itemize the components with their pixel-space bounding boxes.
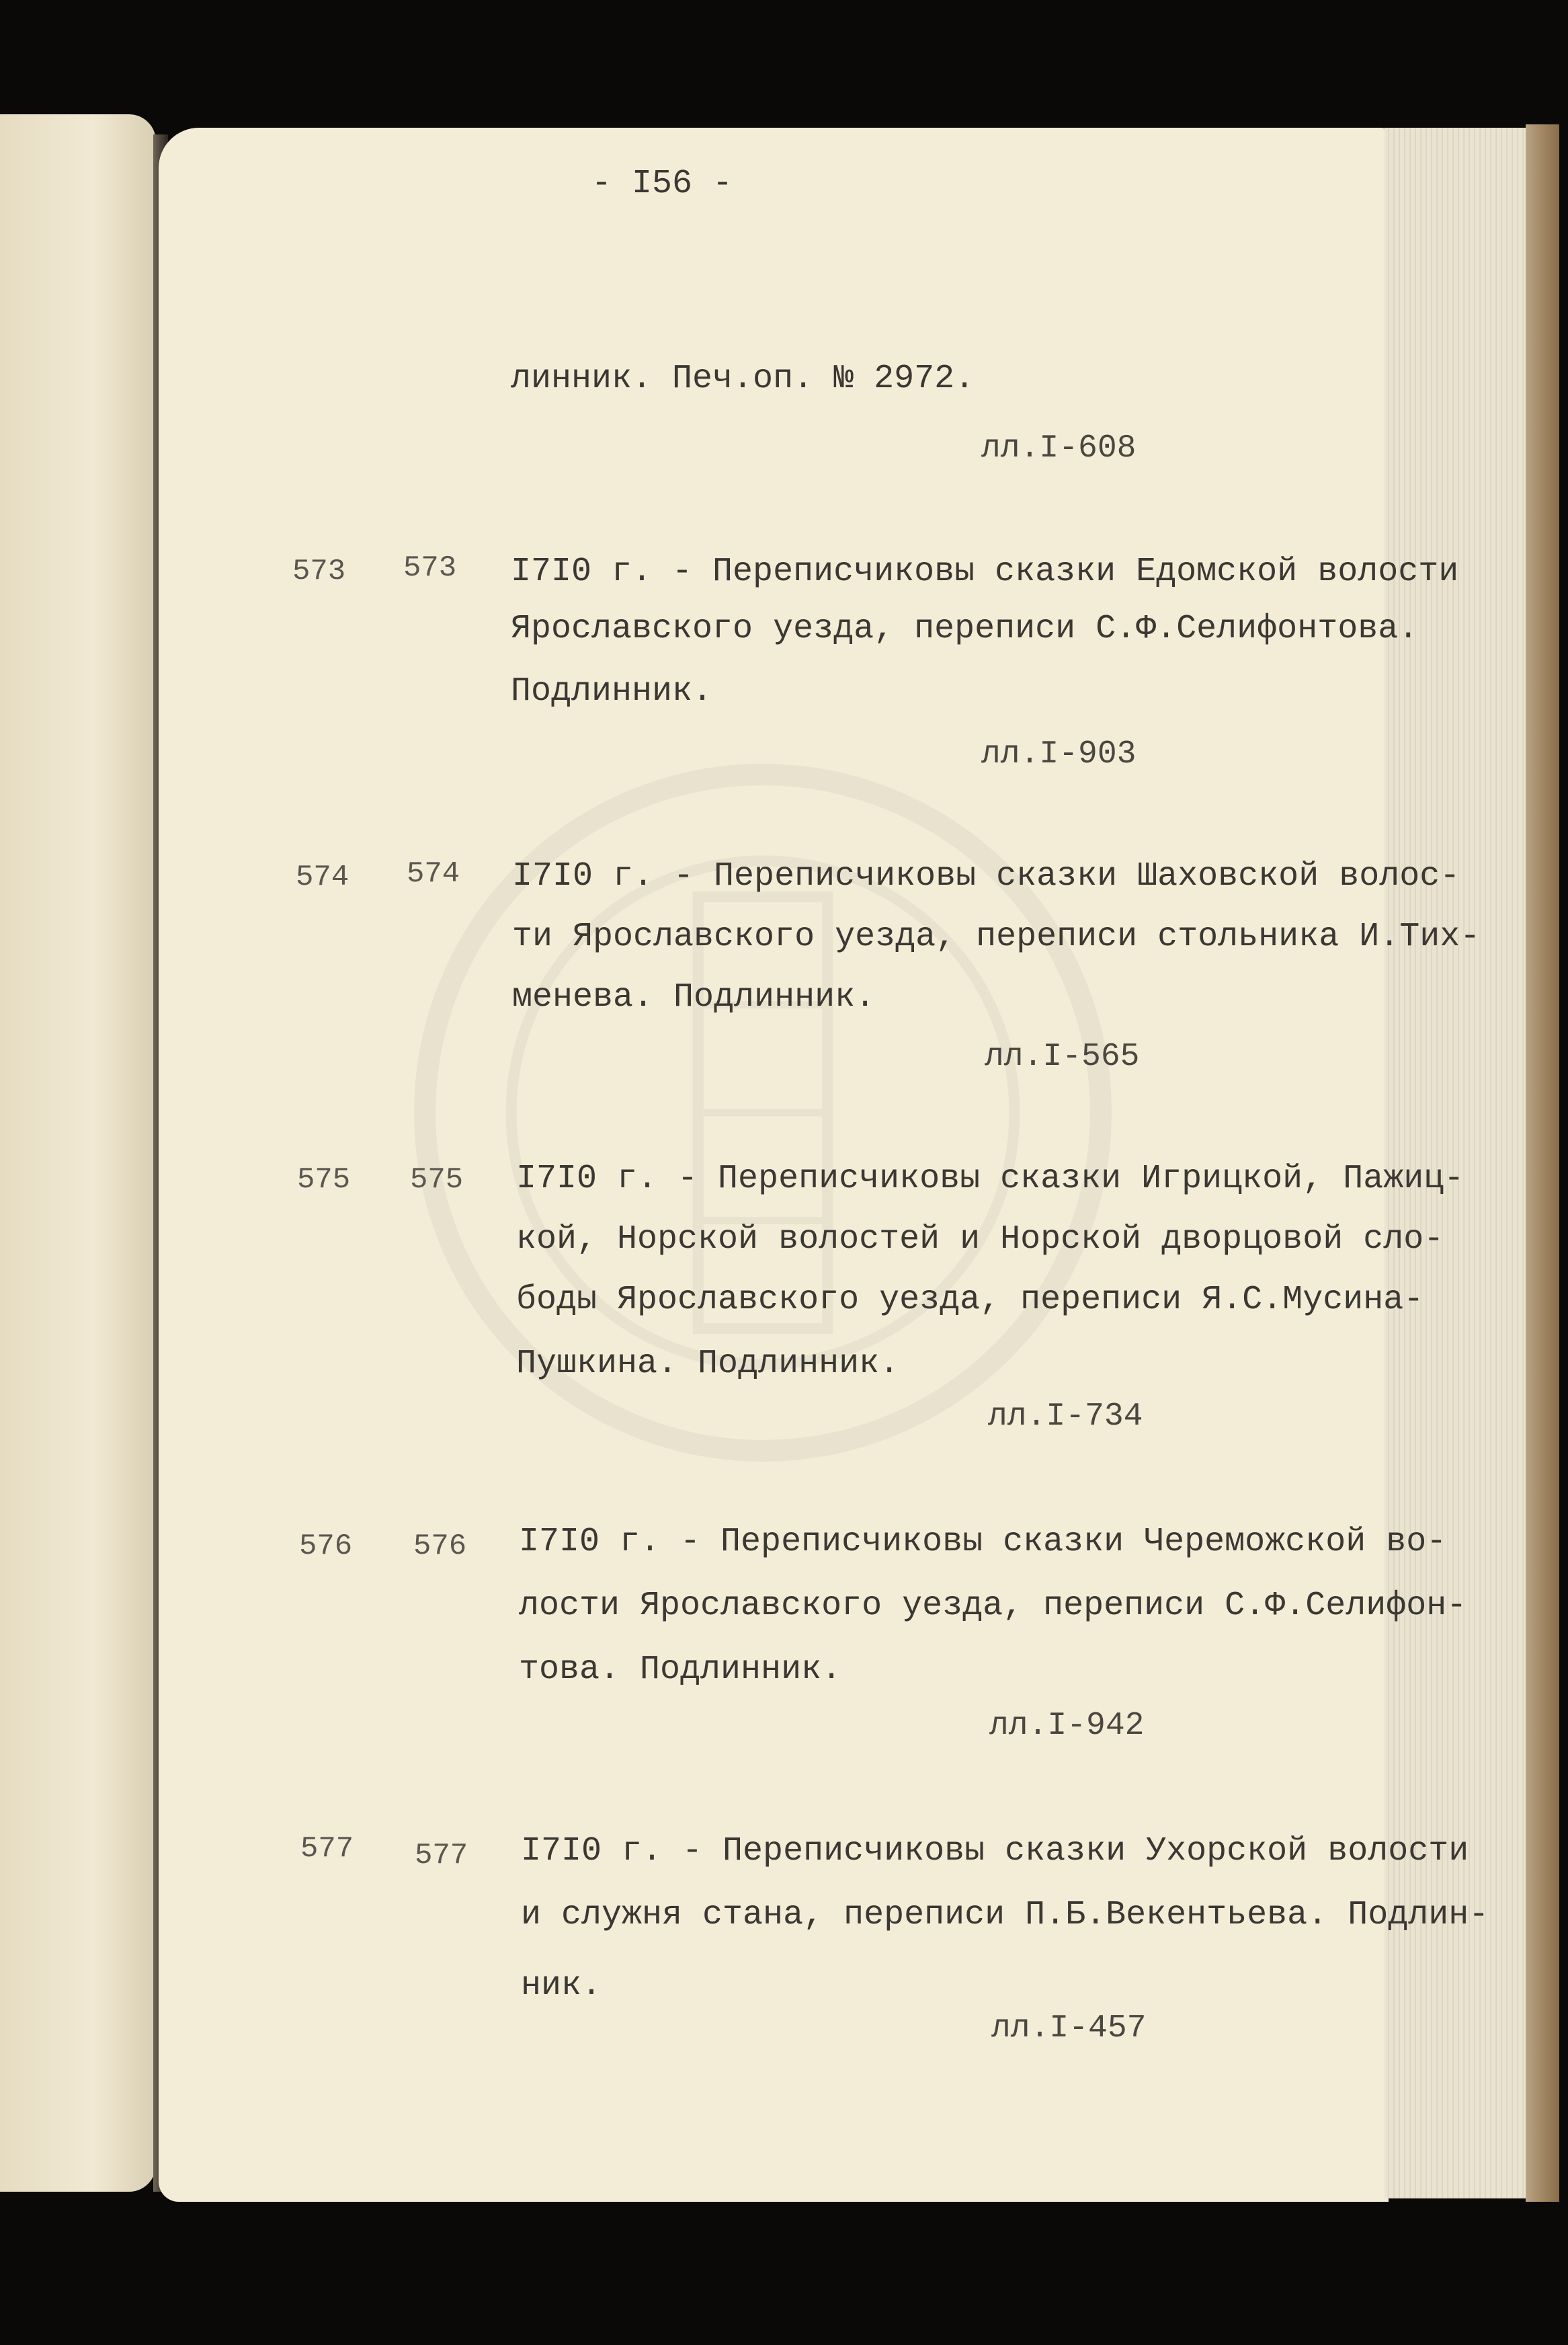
entry-number-b: 576 — [413, 1529, 467, 1563]
entry-number-b: 573 — [403, 551, 457, 585]
page-number: - I56 - — [591, 165, 733, 203]
entry-line: Ярославского уезда, переписи С.Ф.Селифонтова. — [511, 610, 1419, 648]
entry-line: I7I0 г. - Переписчиковы сказки Ухорской волости — [521, 1832, 1469, 1870]
entry-sheet-ref: лл.I-734 — [988, 1398, 1143, 1435]
entry-line: I7I0 г. - Переписчиковы сказки Череможской во- — [519, 1523, 1447, 1561]
entry-sheet-ref: лл.I-457 — [991, 2010, 1147, 2046]
entry-line: това. Подлинник. — [519, 1651, 842, 1689]
entry-line: менева. Подлинник. — [512, 978, 876, 1017]
entry-sheet-ref: лл.I-903 — [981, 736, 1137, 772]
entry-number-b: 577 — [415, 1839, 468, 1872]
entry-number-a: 576 — [299, 1529, 353, 1563]
entry-line: ник. — [521, 1966, 602, 2005]
entry-number-a: 574 — [296, 861, 349, 894]
entry-line: Подлинник. — [511, 672, 713, 711]
entry-sheet-ref: лл.I-942 — [989, 1708, 1145, 1744]
entry-line: I7I0 г. - Переписчиковы сказки Игрицкой, Пажиц- — [516, 1160, 1464, 1198]
entry-number-b: 574 — [407, 857, 460, 891]
entry-line: Пушкина. Подлинник. — [516, 1345, 900, 1383]
entry-number-b: 575 — [410, 1163, 464, 1197]
entry-line: ти Ярославского уезда, переписи стольника И.Тих- — [512, 918, 1481, 956]
entry-line: лости Ярославского уезда, переписи С.Ф.Селифон- — [519, 1587, 1467, 1625]
entry-sheet-ref: лл.I-565 — [985, 1039, 1140, 1075]
entry-number-a: 575 — [297, 1163, 351, 1197]
entry-number-a: 573 — [292, 555, 346, 588]
entry-number-a: 577 — [300, 1832, 354, 1866]
entry-line: I7I0 г. - Переписчиковы сказки Шаховской волос- — [512, 857, 1460, 896]
entry-line: и служня стана, переписи П.Б.Векентьева. Подлин- — [521, 1896, 1489, 1934]
entry-line: кой, Норской волостей и Норской дворцовой сло- — [516, 1220, 1444, 1259]
entry-line: I7I0 г. - Переписчиковы сказки Едомской волости — [511, 553, 1459, 591]
entry-line: боды Ярославского уезда, переписи Я.С.Мусина- — [516, 1281, 1424, 1319]
continuation-sheet-ref: лл.I-608 — [981, 430, 1137, 467]
continuation-text: линник. Печ.оп. № 2972. — [511, 360, 975, 398]
